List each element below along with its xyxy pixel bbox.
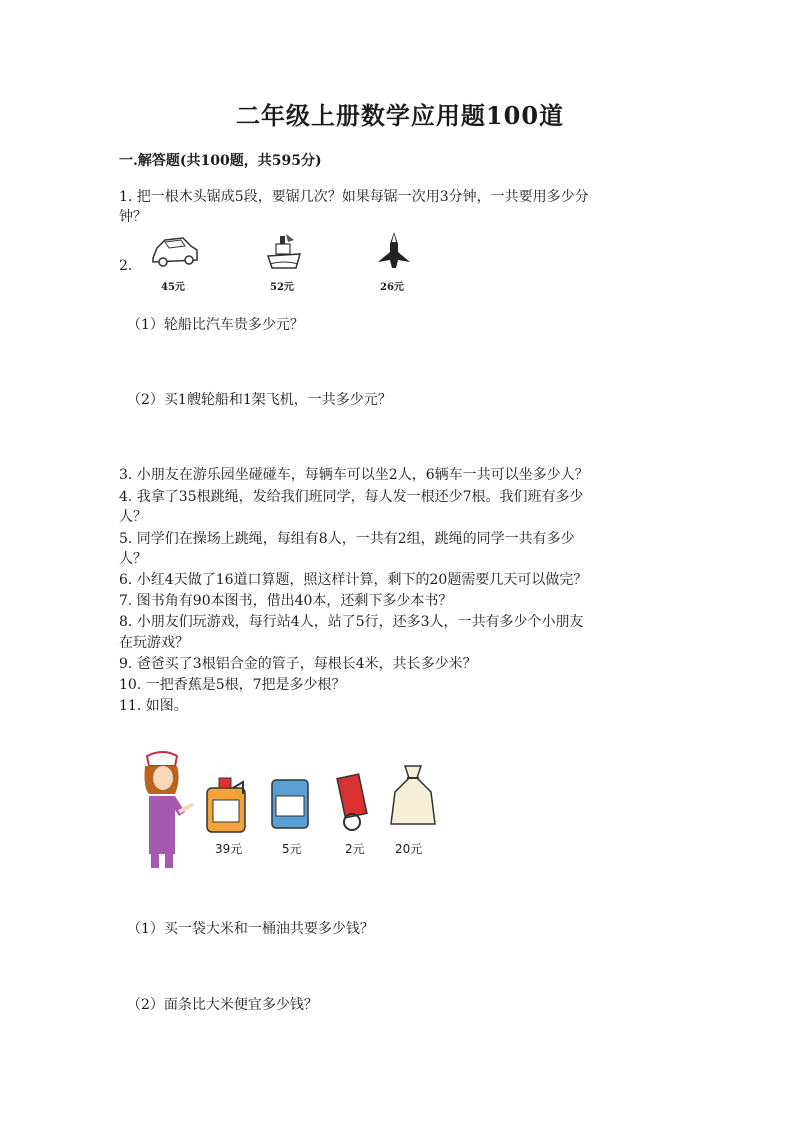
car-price: 45元 [161,282,185,293]
rice-sack-price: 20元 [395,842,423,856]
airplane-price: 26元 [380,282,404,293]
question-9: 9. 爸爸买了3根铝合金的管子，每根长4米，共长多少米？ [119,656,477,672]
ship-item [264,230,324,295]
question-11-sub2: （2）面条比大米便宜多少钱？ [127,997,318,1013]
question-8-line1: 8. 小朋友们玩游戏，每行站4人，站了5行，还多3人，一共有多少个小朋友 [119,614,584,630]
question-1-line1: 1. 把一根木头锯成5段，要锯几次？如果每锯一次用3分钟，一共要用多少分 [119,189,589,205]
question-8-line2: 在玩游戏？ [119,635,189,651]
page-title: 二年级上册数学应用题100道 [235,101,565,130]
noodles-icon [335,772,369,832]
ship-icon [264,230,304,274]
airplane-item [374,230,434,295]
salt-bag-icon [268,776,312,832]
oil-jug-icon [203,774,249,834]
question-11: 11. 如图。 [119,698,188,714]
question-6: 6. 小红4天做了16道口算题，照这样计算，剩下的20题需要几天可以做完？ [119,572,588,588]
question-2-sub1: （1）轮船比汽车贵多少元？ [127,317,304,333]
question-2-sub2: （2）买1艘轮船和1架飞机，一共多少元？ [127,392,392,408]
question-4-line1: 4. 我拿了35根跳绳，发给我们班同学，每人发一根还少7根。我们班有多少 [119,489,584,505]
noodles-price: 2元 [345,842,365,856]
question-7: 7. 图书角有90本图书，借出40本，还剩下多少本书？ [119,593,453,609]
salt-bag-price: 5元 [282,842,302,856]
question-2-label: 2. [119,258,133,274]
shopkeeper-icon [135,750,195,870]
question-1-line2: 钟？ [119,209,147,225]
car-icon [149,230,201,272]
question-5-line2: 人？ [119,551,147,567]
question-5-line1: 5. 同学们在操场上跳绳，每组有8人，一共有2组，跳绳的同学一共有多少 [119,531,575,547]
rice-sack-icon [387,762,439,832]
ship-price: 52元 [270,282,294,293]
car-item [149,230,209,295]
question-10: 10. 一把香蕉是5根，7把是多少根？ [119,677,346,693]
oil-jug-price: 39元 [215,842,243,856]
airplane-icon [374,230,414,274]
question-3: 3. 小朋友在游乐园坐碰碰车，每辆车可以坐2人，6辆车一共可以坐多少人？ [119,467,589,483]
question-11-sub1: （1）买一袋大米和一桶油共要多少钱？ [127,921,374,937]
section-heading: 一.解答题(共100题，共595分) [119,153,322,169]
question-4-line2: 人？ [119,509,147,525]
question-11-illustration [135,750,445,870]
